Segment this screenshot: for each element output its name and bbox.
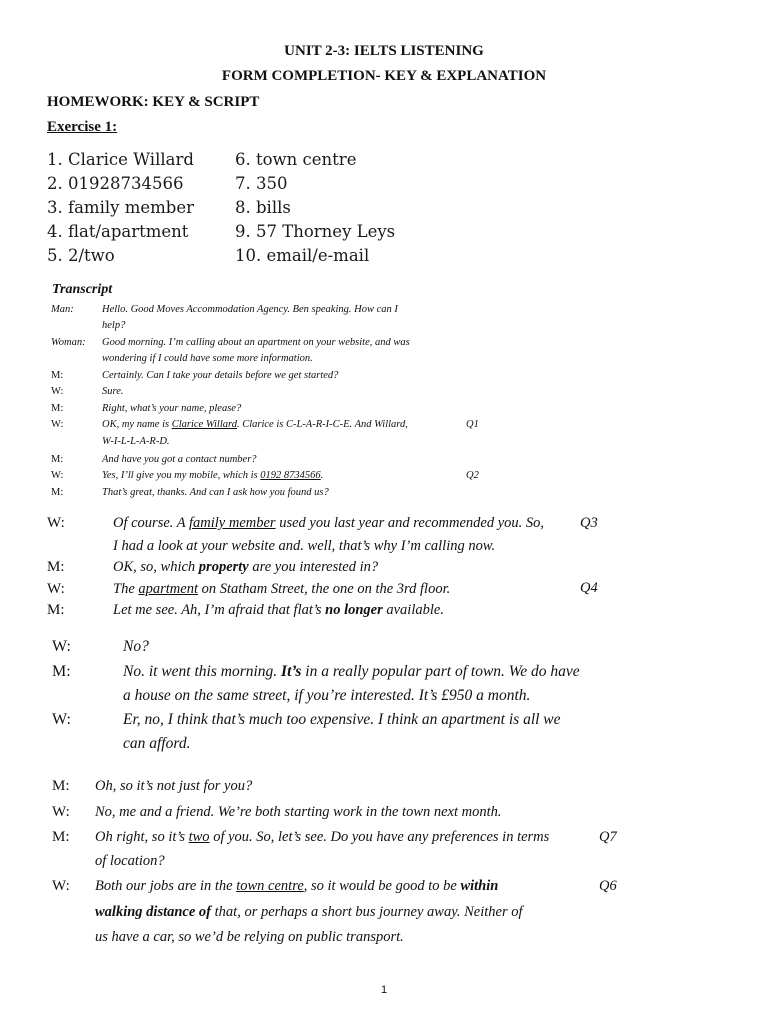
speaker-label: W: (52, 711, 71, 728)
answer-5: 5. 2/two (47, 246, 115, 265)
transcript-line: No? (123, 638, 149, 655)
speaker-label: M: (51, 370, 64, 381)
speaker-label: W: (52, 804, 70, 820)
transcript-line: us have a car, so we’d be relying on public transport. (95, 929, 404, 945)
transcript-line: The apartment on Statham Street, the one on the 3rd floor. (113, 581, 451, 597)
answer-underline: town centre (236, 878, 304, 894)
transcript-line: Sure. (102, 386, 124, 397)
transcript-line: Oh, so it’s not just for you? (95, 778, 253, 794)
speaker-label: W: (52, 878, 70, 894)
answer-8: 8. bills (235, 198, 291, 217)
answer-underline: 0192 8734566 (260, 470, 321, 481)
speaker-label: W: (51, 470, 64, 481)
transcript-line: OK, so, which property are you interested in? (113, 559, 379, 575)
page-number: 1 (380, 984, 388, 996)
transcript-line: And have you got a contact number? (102, 454, 257, 465)
transcript-line: No. it went this morning. It’s in a really popular part of town. We do have (123, 663, 580, 680)
transcript-line: Oh right, so it’s two of you. So, let’s see. Do you have any preferences in terms (95, 829, 550, 845)
transcript-line: Good morning. I’m calling about an apartment on your website, and was (102, 337, 410, 348)
speaker-label: W: (47, 581, 65, 597)
transcript-line: can afford. (123, 735, 191, 752)
speaker-label: W: (51, 386, 64, 397)
speaker-label: W: (47, 515, 65, 531)
keyword-bold: It’s (281, 663, 302, 680)
speaker-label: M: (47, 602, 65, 618)
keyword-bold: property (198, 559, 249, 575)
answer-2: 2. 01928734566 (47, 174, 184, 193)
answer-3: 3. family member (47, 198, 194, 217)
answer-4: 4. flat/apartment (47, 222, 189, 241)
answer-10: 10. email/e-mail (235, 246, 370, 265)
transcript-line: Yes, I’ll give you my mobile, which is 0192 8734566. (102, 470, 324, 481)
transcript-line: Er, no, I think that’s much too expensive. I think an apartment is all we (123, 711, 561, 728)
question-marker: Q2 (466, 470, 479, 481)
transcript-line: I had a look at your website and. well, that’s why I’m calling now. (113, 538, 496, 554)
keyword-bold: walking distance of (95, 904, 212, 920)
transcript-line: Of course. A family member used you last year and recommended you. So, (113, 515, 545, 531)
question-marker: Q7 (599, 829, 617, 845)
answer-underline: two (188, 829, 210, 845)
question-marker: Q1 (466, 419, 479, 430)
answer-1: 1. Clarice Willard (47, 150, 194, 169)
transcript-line: Both our jobs are in the town centre, so it would be good to be within (95, 878, 499, 894)
transcript-line: That’s great, thanks. And can I ask how you found us? (102, 487, 329, 498)
transcript-line: Let me see. Ah, I’m afraid that flat’s no longer available. (113, 602, 444, 618)
transcript-line: of location? (95, 853, 165, 869)
transcript-line: No, me and a friend. We’re both starting work in the town next month. (95, 804, 502, 820)
transcript-line: Right, what’s your name, please? (102, 403, 242, 414)
keyword-bold: no longer (325, 602, 383, 618)
question-marker: Q6 (599, 878, 617, 894)
transcript-title: Transcript (52, 282, 113, 297)
speaker-label: W: (52, 638, 71, 655)
answer-underline: Clarice Willard (171, 419, 237, 430)
speaker-label: M: (51, 487, 64, 498)
speaker-label: M: (51, 403, 64, 414)
speaker-label: M: (52, 829, 70, 845)
speaker-label: Woman: (51, 337, 86, 348)
transcript-line: W-I-L-L-A-R-D. (102, 436, 170, 447)
keyword-bold: within (460, 878, 499, 894)
answer-underline: apartment (138, 581, 198, 597)
speaker-label: M: (52, 663, 71, 680)
transcript-line: wondering if I could have some more information. (102, 353, 313, 364)
page-title: FORM COMPLETION- KEY & EXPLANATION (221, 68, 547, 84)
speaker-label: Man: (51, 304, 74, 315)
transcript-line: a house on the same street, if you’re interested. It’s £950 a month. (123, 687, 531, 704)
transcript-line: OK, my name is Clarice Willard. Clarice is C-L-A-R-I-C-E. And Willard, (102, 419, 408, 430)
speaker-label: M: (52, 778, 70, 794)
answer-6: 6. town centre (235, 150, 357, 169)
speaker-label: M: (51, 454, 64, 465)
speaker-label: M: (47, 559, 65, 575)
exercise-heading: Exercise 1: (47, 119, 118, 135)
transcript-line: walking distance of that, or perhaps a short bus journey away. Neither of (95, 904, 523, 920)
answer-9: 9. 57 Thorney Leys (235, 222, 396, 241)
transcript-line: Hello. Good Moves Accommodation Agency. Ben speaking. How can I (102, 304, 398, 315)
homework-heading: HOMEWORK: KEY & SCRIPT (47, 94, 260, 110)
question-marker: Q4 (580, 580, 598, 596)
speaker-label: W: (51, 419, 64, 430)
transcript-line: Certainly. Can I take your details before we get started? (102, 370, 339, 381)
transcript-line: help? (102, 320, 126, 331)
answer-7: 7. 350 (235, 174, 288, 193)
question-marker: Q3 (580, 515, 598, 531)
unit-title: UNIT 2-3: IELTS LISTENING (284, 43, 484, 59)
answer-underline: family member (189, 515, 276, 531)
